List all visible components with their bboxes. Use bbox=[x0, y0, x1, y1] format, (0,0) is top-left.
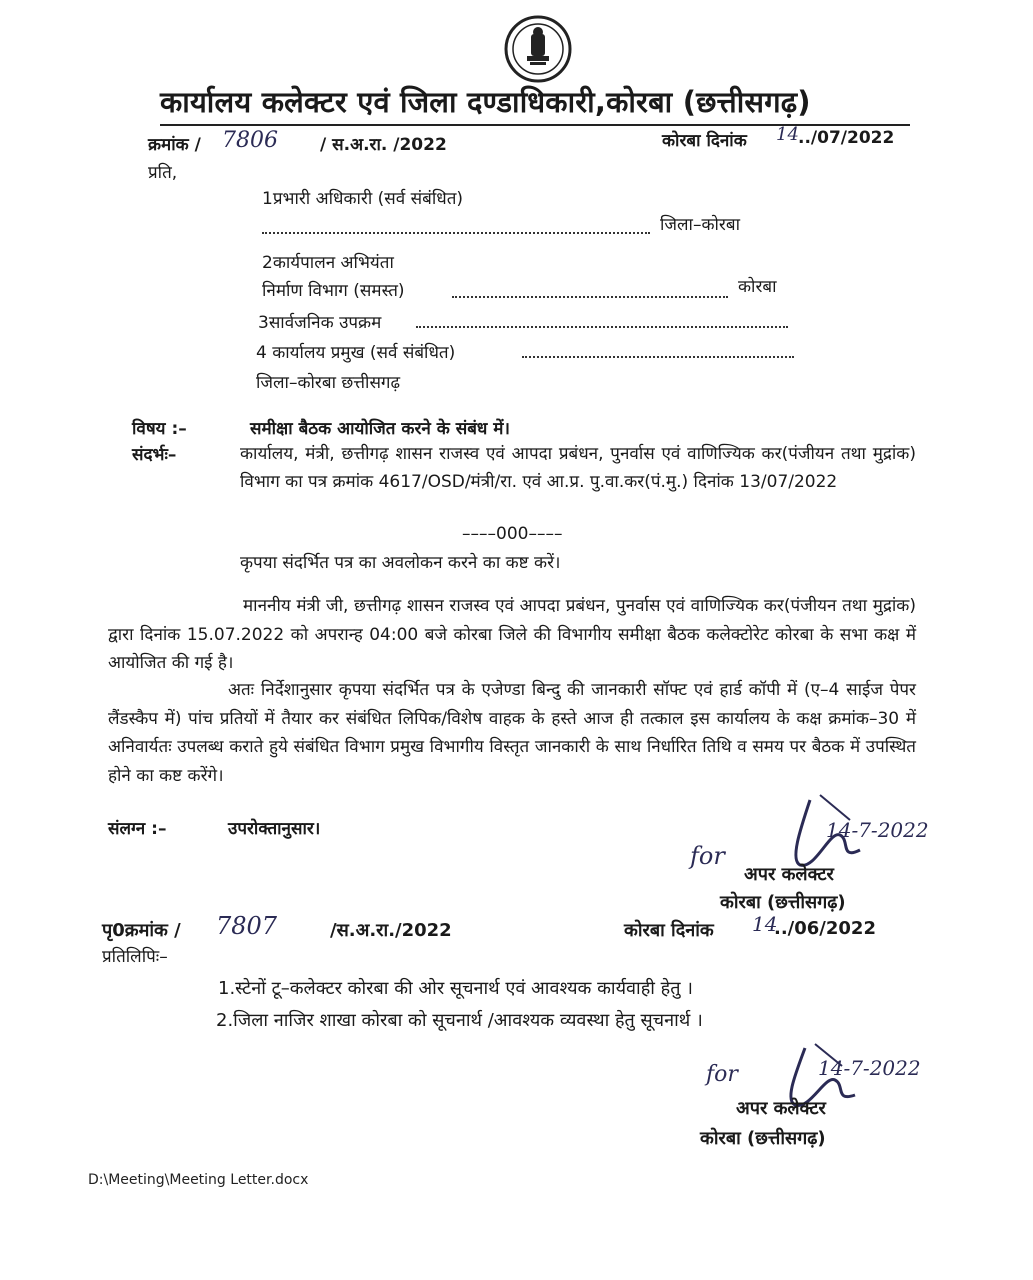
endorsement-number-label: पृ0क्रमांक / bbox=[102, 920, 181, 941]
signature-1-for: for bbox=[690, 842, 725, 870]
dotted-line bbox=[522, 356, 794, 358]
letter-number-value: 7806 bbox=[222, 128, 278, 153]
to-label: प्रति, bbox=[148, 163, 178, 183]
signature-2-date: 14-7-2022 bbox=[818, 1056, 921, 1080]
letter-number-suffix: / स.अ.रा. /2022 bbox=[320, 135, 447, 155]
recipient-1: 1प्रभारी अधिकारी (सर्व संबंधित) bbox=[262, 189, 464, 209]
copy-item-2: 2.जिला नाजिर शाखा कोरबा को सूचनार्थ /आवश्यक व्यवस्था हेतु सूचनार्थ । bbox=[216, 1010, 703, 1031]
recipient-1-place: जिला–कोरबा bbox=[660, 215, 740, 235]
recipient-3: 3सार्वजनिक उपक्रम bbox=[258, 313, 382, 333]
body-paragraph-3-text: अतः निर्देशानुसार कृपया संदर्भित पत्र के एजेण्डा बिन्दु की जानकारी सॉफ्ट एवं हार्ड कॉपी में (ए–4 साईज पेपर लैंडस्कैप में) पांच प्रतियों में तैयार कर संबंधित लिपिक/विशेष वाहक के हस्ते आज ही तत्काल इस कार्यालय के कक्ष क्रमांक–30 में अनिवार्यतः उपलब्ध कराते हुये संबंधित विभाग प्रमुख विभागीय विस्तृत जानकारी के साथ निर्धारित तिथि व समय पर बैठक में उपस्थित होने का कष्ट करेंगे। bbox=[108, 680, 916, 786]
letter-number-label: क्रमांक / bbox=[148, 135, 201, 155]
endorsement-date-label: कोरबा दिनांक bbox=[624, 920, 714, 941]
recipient-2-line1: 2कार्यपालन अभियंता bbox=[262, 253, 394, 273]
endorsement-number-suffix: /स.अ.रा./2022 bbox=[330, 920, 452, 941]
enclosure-text: उपरोक्तानुसार। bbox=[228, 819, 321, 839]
endorsement-date-rest: ../06/2022 bbox=[774, 918, 876, 939]
body-paragraph-2-text: माननीय मंत्री जी, छत्तीगढ़ शासन राजस्व एवं आपदा प्रबंधन, पुनर्वास एवं वाणिज्यिक कर(पंजीयन तथा मुद्रांक) द्वारा दिनांक 15.07.2022 को अपरान्ह 04:00 बजे कोरबा जिले की विभागीय समीक्षा बैठक कलेक्टोरेट कोरबा के सभा कक्ष में आयोजित की गई है। bbox=[108, 596, 916, 673]
body-paragraph-1: कृपया संदर्भित पत्र का अवलोकन करने का कष्ट करें। bbox=[240, 553, 561, 573]
file-path-footer: D:\Meeting\Meeting Letter.docx bbox=[88, 1172, 309, 1188]
letter-date-label: कोरबा दिनांक bbox=[662, 131, 747, 151]
dotted-line bbox=[416, 326, 788, 328]
endorsement-number-value: 7807 bbox=[216, 912, 278, 940]
signature-2-place: कोरबा (छत्तीसगढ़) bbox=[700, 1128, 826, 1149]
separator: ––––000–––– bbox=[462, 524, 563, 544]
copy-item-1: 1.स्टेनों टू–कलेक्टर कोरबा की ओर सूचनार्थ एवं आवश्यक कार्यवाही हेतु । bbox=[218, 978, 693, 999]
enclosure-label: संलग्न :– bbox=[108, 819, 167, 839]
signature-2-for: for bbox=[706, 1062, 738, 1087]
letter-date-rest: ../07/2022 bbox=[798, 128, 895, 148]
state-emblem-icon bbox=[503, 14, 573, 84]
office-title: कार्यालय कलेक्टर एवं जिला दण्डाधिकारी,कोरबा (छत्तीसगढ़) bbox=[160, 85, 811, 119]
endorsement-date-day: 14 bbox=[752, 912, 778, 936]
body-paragraph-3 bbox=[108, 676, 916, 790]
signature-1-designation: अपर कलेक्टर bbox=[744, 864, 834, 885]
subject-text: समीक्षा बैठक आयोजित करने के संबंध में। bbox=[250, 419, 510, 439]
recipient-2-place: कोरबा bbox=[738, 277, 777, 297]
subject-label: विषय :– bbox=[132, 419, 187, 439]
recipient-4: 4 कार्यालय प्रमुख (सर्व संबंधित) bbox=[256, 343, 456, 363]
body-paragraph-2 bbox=[108, 592, 916, 678]
reference-text: कार्यालय, मंत्री, छत्तीगढ़ शासन राजस्व एवं आपदा प्रबंधन, पुनर्वास एवं वाणिज्यिक कर(पंजीयन तथा मुद्रांक) विभाग का पत्र क्रमांक 4617/OSD/मंत्री/रा. एवं आ.प्र. पु.वा.कर(पं.मु.) दिनांक 13/07/2022 bbox=[240, 444, 916, 492]
signature-2-designation: अपर कलेक्टर bbox=[736, 1098, 826, 1119]
reference-label: संदर्भः– bbox=[132, 445, 177, 465]
recipient-5: जिला–कोरबा छत्तीसगढ़ bbox=[256, 373, 401, 393]
signature-1-place: कोरबा (छत्तीसगढ़) bbox=[720, 892, 846, 913]
dotted-line bbox=[262, 232, 650, 234]
dotted-line bbox=[452, 296, 728, 298]
recipient-2-line2: निर्माण विभाग (समस्त) bbox=[262, 281, 405, 301]
signature-1-date: 14-7-2022 bbox=[826, 818, 929, 842]
copy-label: प्रतिलिपिः– bbox=[102, 947, 168, 967]
letter-date-day: 14 bbox=[776, 124, 799, 145]
